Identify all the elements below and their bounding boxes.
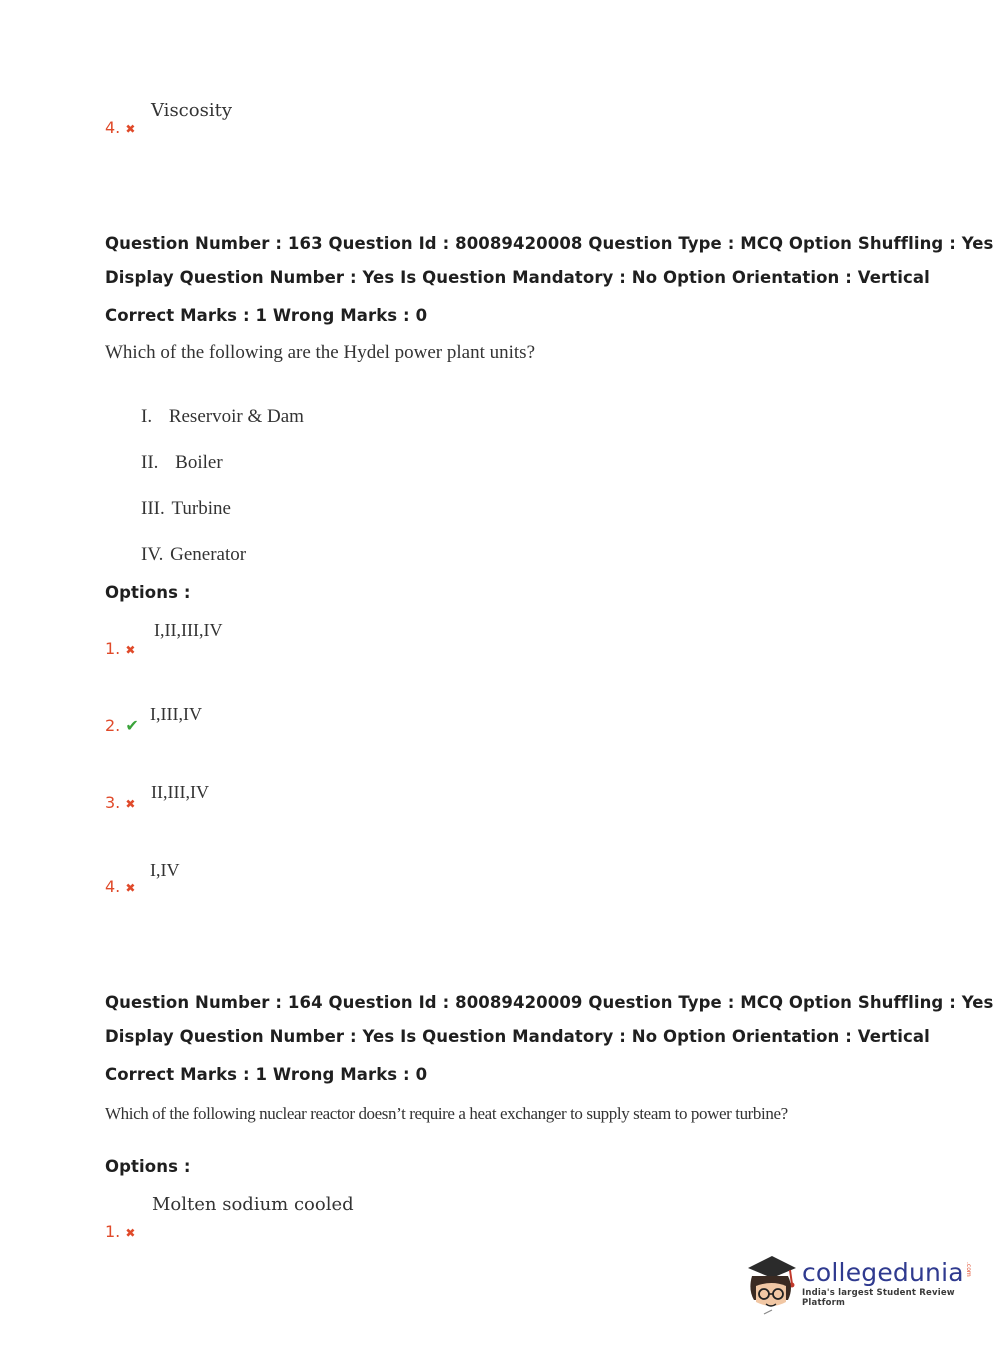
unit-text: Boiler xyxy=(175,452,223,473)
option-number: 1. xyxy=(105,1222,121,1241)
collegedunia-logo xyxy=(742,1250,1001,1316)
q163-option-1-marker xyxy=(105,639,135,658)
q164-question-text: Which of the following nuclear reactor doesn’t require a heat exchanger to supply steam to power turbine? xyxy=(105,1104,788,1123)
q164-marks: Correct Marks : 1 Wrong Marks : 0 xyxy=(105,1065,428,1084)
q163-unit-4 xyxy=(141,544,246,566)
prev-option-4-text: Viscosity xyxy=(151,100,232,121)
logo-tagline: India's largest Student Review Platform xyxy=(801,1288,955,1308)
q163-meta-line-1: Question Number : 163 Question Id : 80089420008 Question Type : MCQ Option Shuffling : Yes xyxy=(105,234,994,253)
logo-wordmark: collegedunia xyxy=(801,1258,964,1287)
correct-check-icon: ✔ xyxy=(125,716,139,735)
option-number: 3. xyxy=(105,793,121,812)
q163-meta-line-2: Display Question Number : Yes Is Question Mandatory : No Option Orientation : Vertical xyxy=(105,268,930,287)
wrong-icon: ✖ xyxy=(125,1226,136,1240)
q164-meta-line-2: Display Question Number : Yes Is Question Mandatory : No Option Orientation : Vertical xyxy=(105,1027,930,1046)
option-number: 2. xyxy=(105,716,121,735)
q163-option-2-text: I,III,IV xyxy=(150,704,202,724)
q164-option-1-text: Molten sodium cooled xyxy=(152,1194,354,1215)
q163-option-1-text: I,II,III,IV xyxy=(154,620,223,640)
unit-roman: I. xyxy=(141,406,153,427)
q163-unit-3 xyxy=(141,498,231,520)
q163-unit-1 xyxy=(141,406,304,428)
wrong-icon: ✖ xyxy=(125,881,136,895)
q164-options-label: Options : xyxy=(105,1157,191,1176)
unit-roman: III. xyxy=(141,498,165,519)
option-number: 1. xyxy=(105,639,121,658)
q163-question-text: Which of the following are the Hydel power plant units? xyxy=(105,342,536,363)
q163-option-3-marker xyxy=(105,793,135,812)
prev-option-4-marker xyxy=(105,118,135,137)
q164-meta-line-1: Question Number : 164 Question Id : 80089420009 Question Type : MCQ Option Shuffling : Yes xyxy=(105,993,994,1012)
option-number: 4. xyxy=(105,877,121,896)
mascot-icon xyxy=(742,1250,800,1316)
q163-option-4-text: I,IV xyxy=(150,860,180,880)
unit-text: Turbine xyxy=(171,498,231,519)
wrong-icon: ✖ xyxy=(125,643,136,657)
unit-roman: IV. xyxy=(141,544,164,565)
logo-com: .com xyxy=(964,1262,972,1277)
option-number: 4. xyxy=(105,118,121,137)
unit-text: Reservoir & Dam xyxy=(168,406,304,427)
q163-option-2-marker xyxy=(105,716,139,735)
q163-options-label: Options : xyxy=(105,583,191,602)
wrong-icon: ✖ xyxy=(125,797,136,811)
unit-text: Generator xyxy=(170,544,247,565)
q163-unit-2 xyxy=(141,452,223,474)
wrong-icon: ✖ xyxy=(125,122,136,136)
q164-option-1-marker xyxy=(105,1222,135,1241)
q163-marks: Correct Marks : 1 Wrong Marks : 0 xyxy=(105,306,428,325)
q163-option-3-text: II,III,IV xyxy=(151,782,209,802)
unit-roman: II. xyxy=(141,452,159,473)
q163-option-4-marker xyxy=(105,877,135,896)
